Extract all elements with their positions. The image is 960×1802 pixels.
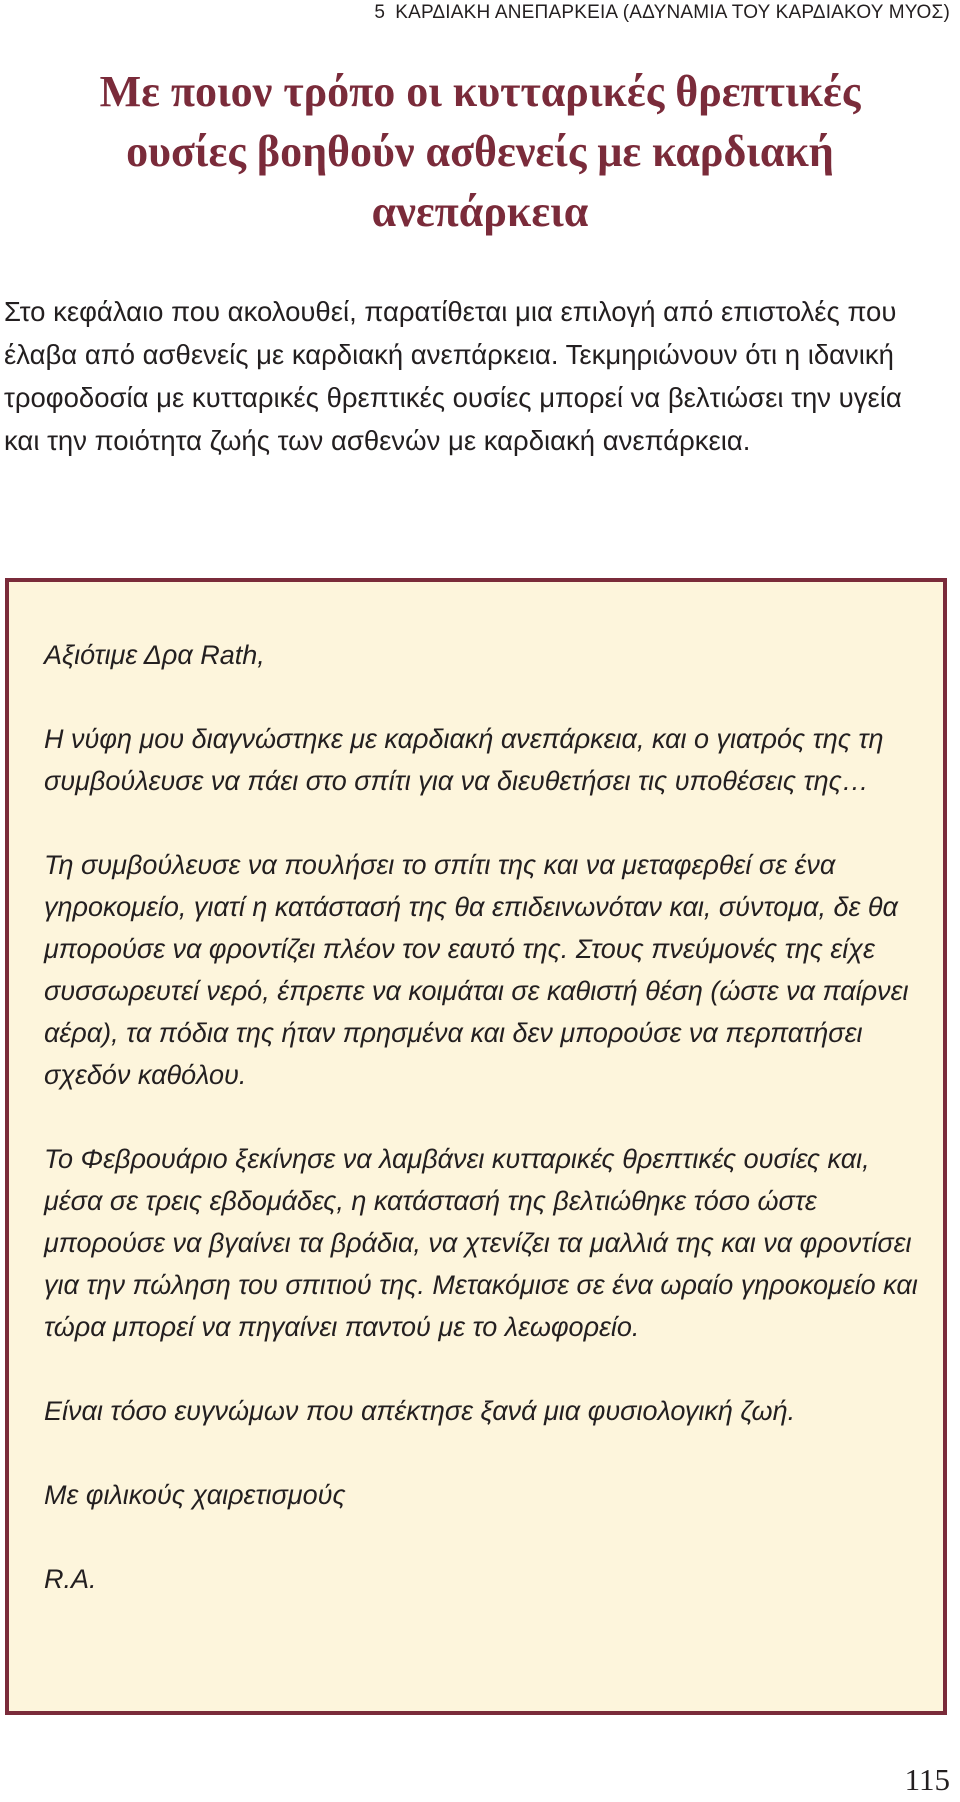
page-number: 115 [904,1762,950,1797]
letter-closing: Με φιλικούς χαιρετισμούς [44,1480,346,1510]
letter-box [5,578,947,1715]
intro-paragraph: Στο κεφάλαιο που ακολουθεί, παρατίθεται μια επιλογή από επιστολές που έλαβα από ασθενείς με καρδιακή ανεπάρκεια. Τεκμηριώνουν ότι η ιδανική τροφοδοσία με κυτταρικές θρεπτικές ουσίες μπορεί να βελτιώσει την υγεία και την ποιότητα ζωής των ασθενών με καρδιακή ανεπάρκεια. [4,296,902,456]
title-line-3: ανεπάρκεια [371,187,589,236]
letter-salutation: Αξιότιμε Δρα Rath, [44,640,265,670]
letter-paragraph: Τη συμβούλευσε να πουλήσει το σπίτι της και να μεταφερθεί σε ένα γηροκομείο, γιατί η κατάστασή της θα επιδεινωνόταν και, σύντομα, δε θα μπορούσε να φροντίζει πλέον τον εαυτό της. Στους πνεύμονές της είχε συσσωρευτεί νερό, έπρεπε να κοιμάται σε καθιστή θέση (ώστε να παίρνει αέρα), τα πόδια της ήταν πρησμένα και δεν μπορούσε να περπατήσει σχεδόν καθόλου. [44,850,909,1090]
chapter-number: 5 [374,2,386,23]
letter-paragraph: Είναι τόσο ευγνώμων που απέκτησε ξανά μια φυσιολογική ζωή. [44,1396,796,1426]
letter [44,634,924,1642]
letter-paragraph: Η νύφη μου διαγνώστηκε με καρδιακή ανεπάρκεια, και ο γιατρός της τη συμβούλευσε να πάει στο σπίτι για να διευθετήσει τις υποθέσεις της… [44,724,884,796]
page-title [40,62,920,242]
letter-signature: R.A. [44,1564,97,1594]
running-head [374,0,950,26]
chapter-title: ΚΑΡΔΙΑΚΗ ΑΝΕΠΑΡΚΕΙΑ (ΑΔΥΝΑΜΙΑ ΤΟΥ ΚΑΡΔΙΑΚΟΥ ΜΥΟΣ) [395,2,950,23]
title-line-2: ουσίες βοηθούν ασθενείς με καρδιακή [126,127,834,176]
letter-paragraph: Το Φεβρουάριο ξεκίνησε να λαμβάνει κυτταρικές θρεπτικές ουσίες και, μέσα σε τρεις εβδομάδες, η κατάστασή της βελτιώθηκε τόσο ώστε μπορούσε να βγαίνει τα βράδια, να χτενίζει τα μαλλιά της και να φροντίσει για την πώληση του σπιτιού της. Μετακόμισε σε ένα ωραίο γηροκομείο και τώρα μπορεί να πηγαίνει παντού με το λεωφορείο. [44,1144,918,1342]
title-line-1: Με ποιον τρόπο οι κυτταρικές θρεπτικές [99,67,861,116]
